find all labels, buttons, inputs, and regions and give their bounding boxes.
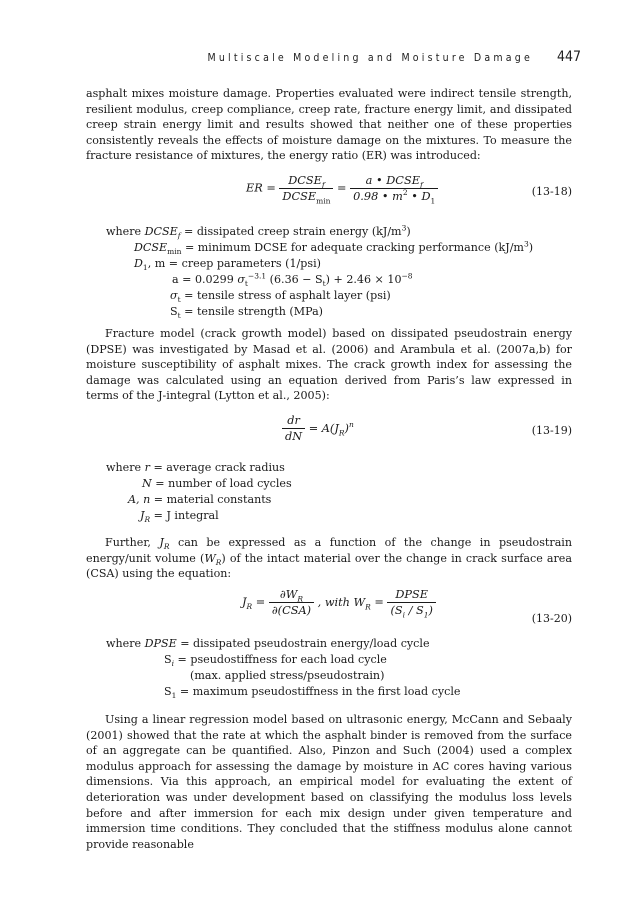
paragraph-1-text: asphalt mixes moisture damage. Properties evaluated were indirect tensile strength, resilient modulus, creep compliance, creep rate, fracture energy limit, and dissipated creep strain energy limit and results showed that neither one of these properties consistently reveals the effects of moisture damage on the mixtures. To measure the fracture resistance of mixtures, the energy ratio (ER) was introduced: bbox=[86, 87, 572, 163]
paragraph-4 bbox=[86, 712, 572, 852]
equation-13-18: ER = $\frac{DCSE_f}{DCSE_{min}}$ = $\frac{a • DCSE_f}{0.98 • m^2 • D_1}$ (13-18) bbox=[246, 174, 572, 206]
eq1-fraction-2: $\frac{a • DCSE_f}{0.98 • m^2 • D_1}$ bbox=[350, 174, 438, 203]
paragraph-3-text: Further, $J_R$ can be expressed as a function of the change in pseudostrain energy/unit volume $(W_R)$ of the intact material over the change in crack surface area (CSA) using the equation: bbox=[86, 536, 572, 581]
def-s-t: $S_t$ = tensile strength (MPa) bbox=[170, 305, 324, 321]
eq2-fraction: $\frac{dr}{dN}$ bbox=[282, 414, 305, 443]
eq3-middle: , with $W_R$ bbox=[317, 595, 371, 611]
page-number: 447 bbox=[556, 49, 581, 65]
equation-number-13-19: (13-19) bbox=[531, 424, 572, 437]
def-J-R: $J_R = J$ integral bbox=[140, 509, 219, 525]
def-dpse: where DPSE = dissipated pseudostrain energy/load cycle bbox=[106, 637, 430, 650]
running-title: Multiscale Modeling and Moisture Damage bbox=[207, 52, 533, 64]
def-dcse-f: where $DCSE_f$ = dissipated creep strain energy $(kJ/m^3)$ bbox=[106, 223, 411, 241]
def-S-i-continued: (max. applied stress/pseudostrain) bbox=[190, 669, 385, 682]
equation-13-20: $J_R$ = $\frac{\partial W_R}{\text{∂(CSA)}}$ , with $W_R$ = $\frac{\text{DPSE}}{(S_i / S_1)}$ (13-20) bbox=[242, 588, 572, 625]
def-S-i: $S_i$ = pseudostiffness for each load cycle bbox=[164, 653, 387, 669]
eq2-rhs: = $A(J_R)^n$ bbox=[308, 419, 354, 437]
def-N: N = number of load cycles bbox=[142, 477, 292, 490]
equation-13-19 bbox=[86, 412, 572, 452]
def-S-1: $S_1$ = maximum pseudostiffness in the first load cycle bbox=[164, 685, 461, 701]
definitions-13-19 bbox=[86, 460, 572, 524]
eq3-fraction-1: $\frac{\partial W_R}{\text{∂(CSA)}}$ bbox=[269, 588, 314, 617]
def-sigma-t: $\sigma_t$ = tensile stress of asphalt layer (psi) bbox=[170, 289, 391, 305]
definitions-13-20 bbox=[86, 636, 572, 700]
paragraph-2-text: Fracture model (crack growth model) based on dissipated pseudostrain energy (DPSE) was investigated by Masad et al. (2006) and Arambula et al. (2007a,b) for moisture susceptibility of asphalt mixes. The crack growth index for assessing the damage was calculated using an equation derived from Paris’s law expressed in terms of the J-integral (Lytton et al., 2005): bbox=[86, 327, 572, 403]
eq3-fraction-2: $\frac{\text{DPSE}}{(S_i / S_1)}$ bbox=[387, 588, 436, 617]
running-header bbox=[207, 49, 581, 67]
def-A-n: A, n = material constants bbox=[128, 493, 272, 506]
eq1-fraction-1: $\frac{DCSE_f}{DCSE_{min}}$ bbox=[279, 174, 333, 203]
eq1-lhs: ER bbox=[246, 181, 263, 195]
def-r: where r = average crack radius bbox=[106, 461, 285, 474]
equation-number-13-20: (13-20) bbox=[531, 612, 572, 625]
equation-number-13-18: (13-18) bbox=[531, 185, 572, 198]
def-a: a = 0.0299 $\sigma_t^{-3.1}$ $(6.36 - S_t) + 2.46 \times 10^{-8}$ bbox=[172, 271, 413, 289]
def-dcse-min: $DCSE_{min}$ = minimum DCSE for adequate cracking performance $(kJ/m^3)$ bbox=[134, 239, 534, 257]
paragraph-3 bbox=[86, 535, 572, 582]
paragraph-4-text: Using a linear regression model based on ultrasonic energy, McCann and Sebaaly (2001) showed that the rate at which the asphalt binder is removed from the surface of an aggregate can be quantified. Also, Pinzon and Such (2004) used a complex modulus approach for assessing the damage by moisture in AC cores having various dimensions. Via this approach, an empirical model for evaluating the extent of deterioration was under development based on classifying the modulus loss levels before and after immersion for each mix design under given temperature and immersion time conditions. They concluded that the stiffness modulus alone cannot provide reasonable bbox=[86, 713, 572, 851]
def-creep-parameters: $D_1$, m = creep parameters (1/psi) bbox=[134, 257, 321, 273]
paragraph-2 bbox=[86, 326, 572, 404]
paragraph-1 bbox=[86, 86, 572, 164]
definitions-13-18 bbox=[86, 224, 572, 320]
